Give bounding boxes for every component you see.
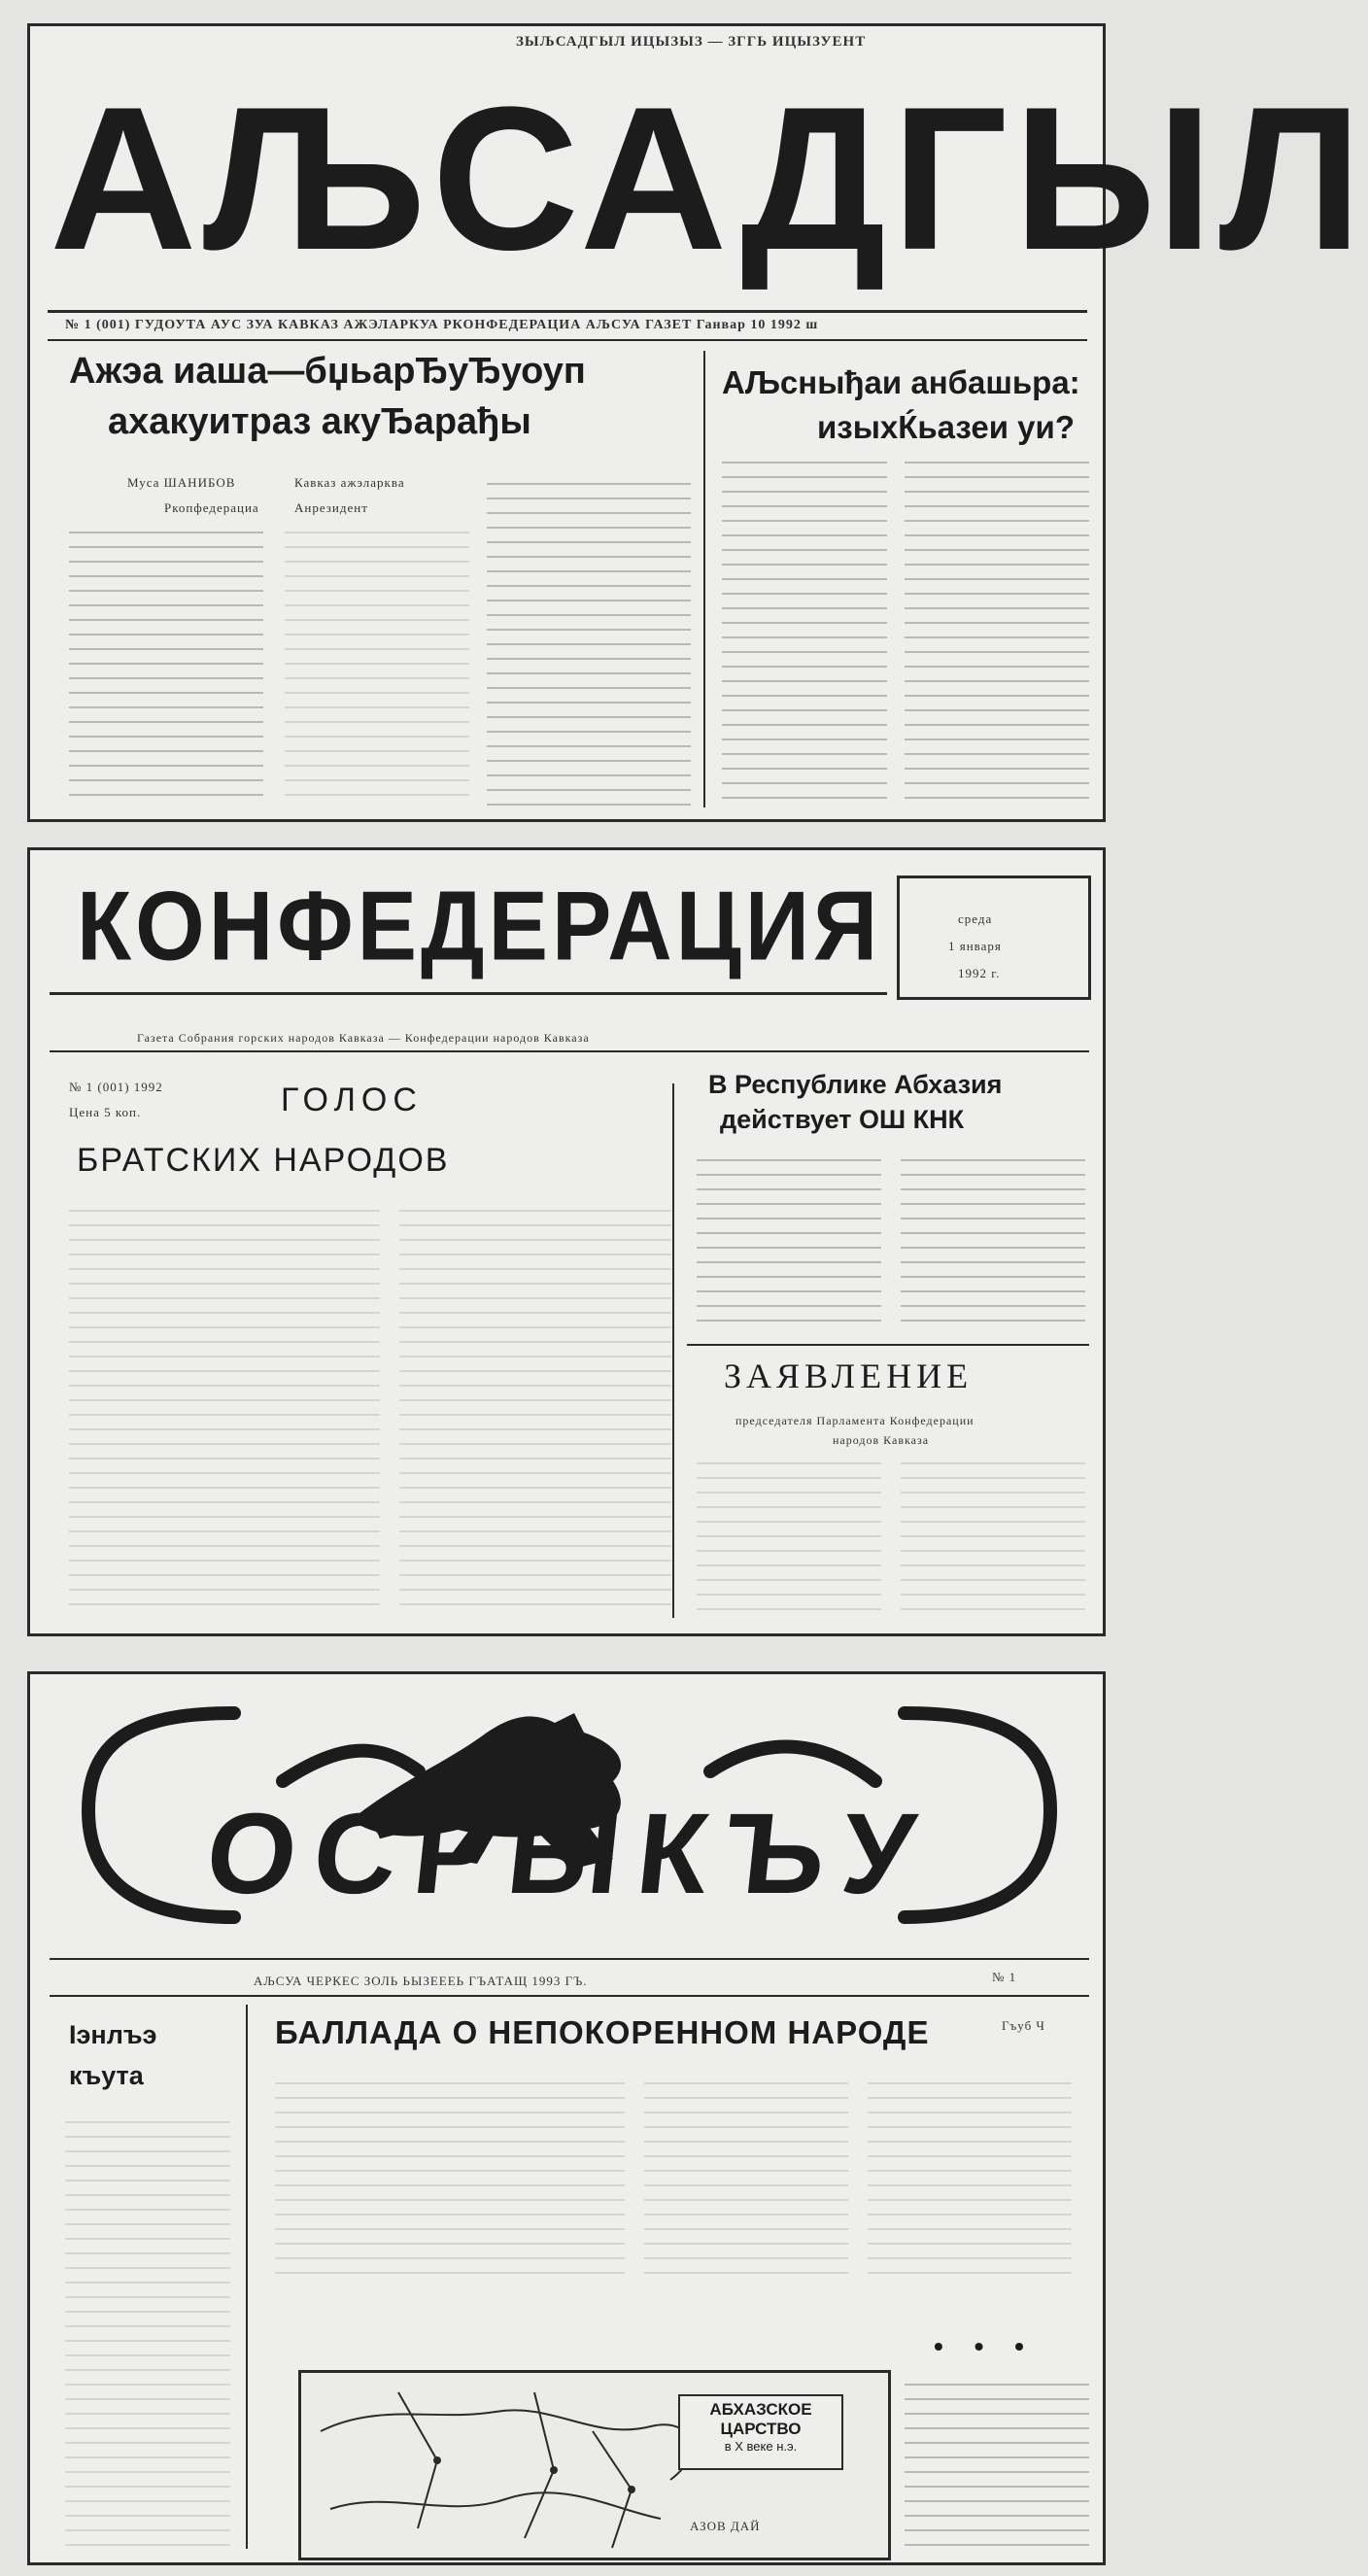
issue-day: Гъуб Ч <box>1002 2018 1045 2033</box>
article-text-column <box>275 2082 625 2277</box>
map-label-line-1: АБХАЗСКОЕ <box>709 2400 812 2419</box>
subtitle-rule <box>50 1050 1089 1052</box>
article-text-column <box>285 532 469 808</box>
left-headline-line-2: ахакуитраз акуЂарађы <box>108 401 531 442</box>
left-headline-line-1: ГОЛОС <box>281 1082 423 1118</box>
article-text-column <box>905 462 1089 807</box>
left-headline-line-1: Ажэа иаша—бџьарЂуЂуоуп <box>69 351 586 392</box>
article-text-column <box>901 1462 1085 1618</box>
byline-name: Муса ШАНИБОВ <box>127 475 236 490</box>
issue-price: Цена 5 коп. <box>69 1105 142 1119</box>
map-label-line-4: АЗОВ ДАЙ <box>690 2519 761 2533</box>
statement-subtitle-1: председателя Парламента Конфедерации <box>735 1414 975 1427</box>
issue-info-line: АЉСУА ЧЕРКЕС ЗОЛЬ ЬЫЗЕЕЕЬ ГЪАТАЩ 1993 ГЪ. <box>254 1974 588 1988</box>
right-headline-line-1: АЉсныђаи анбашьра: <box>722 364 1080 400</box>
map-figure <box>298 2370 891 2560</box>
left-headline-line-1: Іэнлъэ <box>69 2020 157 2049</box>
masthead-title: КОНФЕДЕРАЦИЯ <box>77 872 882 981</box>
info-rule <box>50 1995 1089 1997</box>
date-box-line-3: 1992 г. <box>958 966 1001 980</box>
issue-info-line: № 1 (001) ГУДОУТА АУС ЗУА КАВКАЗ АЖЭЛАРКУА РКОНФЕДЕРАЦИА АЉСУА ГАЗЕТ Ганвар 10 1992 ш <box>65 318 819 332</box>
masthead-subtitle: Газета Собрания горских народов Кавказа — Конфедерации народов Кавказа <box>137 1031 590 1045</box>
article-text-column <box>644 2082 848 2277</box>
newspaper-clipping-apsadgyl <box>27 23 1368 822</box>
article-text-column <box>697 1159 881 1324</box>
article-text-column <box>868 2082 1072 2277</box>
article-text-column <box>722 462 887 807</box>
column-divider <box>672 1083 674 1618</box>
main-headline: БАЛЛАДА О НЕПОКОРЕННОМ НАРОДЕ <box>275 2014 930 2050</box>
masthead-rule <box>50 1958 1089 1960</box>
masthead-title: АЉСАДГЫЛ <box>50 64 1368 292</box>
masthead-top-line: ЗЫЉСАДГЫЛ ИЦЫЗЫЗ — ЗГГЬ ИЦЫЗУЕНТ <box>516 34 867 50</box>
left-headline-line-2: БРАТСКИХ НАРОДОВ <box>77 1142 450 1179</box>
right-headline-line-2: изыхЌьазеи уи? <box>817 409 1075 445</box>
article-text-column <box>901 1159 1085 1324</box>
masthead-rule <box>48 310 1087 313</box>
statement-title: ЗАЯВЛЕНИЕ <box>724 1357 974 1395</box>
byline-role: Ркопфедерациа <box>164 500 259 515</box>
article-text-column <box>69 532 263 808</box>
article-text-column <box>69 1210 380 1618</box>
article-text-column <box>905 2384 1089 2549</box>
right-headline-line-1: В Республике Абхазия <box>708 1070 1003 1099</box>
article-text-column <box>697 1462 881 1618</box>
column-divider <box>703 351 705 807</box>
date-box-line-2: 1 января <box>948 939 1002 953</box>
byline-name-2: Кавказ ажэларква <box>294 475 405 490</box>
newspaper-clipping-osrykyu <box>27 1671 1106 2565</box>
article-text-column <box>65 2121 230 2549</box>
statement-rule <box>687 1344 1089 1346</box>
issue-number: № 1 (001) 1992 <box>69 1080 163 1094</box>
masthead-rule <box>50 992 887 995</box>
statement-subtitle-2: народов Кавказа <box>833 1433 930 1447</box>
masthead-title: ОСРЫКЪУ <box>200 1790 939 1918</box>
newspaper-clipping-konfederatsiya <box>27 847 1106 1636</box>
date-box-line-1: среда <box>958 911 993 926</box>
map-label-line-3: в X веке н.э. <box>724 2439 798 2454</box>
map-label-line-2: ЦАРСТВО <box>720 2420 802 2438</box>
right-headline-line-2: действует ОШ КНК <box>720 1105 965 1134</box>
article-text-column <box>487 483 691 808</box>
left-headline-line-2: къута <box>69 2061 144 2090</box>
date-box <box>897 876 1091 1000</box>
section-dots: • • • <box>934 2331 1036 2361</box>
column-divider <box>246 2005 248 2549</box>
info-rule <box>48 339 1087 341</box>
issue-number: № 1 <box>992 1970 1017 1984</box>
byline-role-2: Анрезидент <box>294 500 368 515</box>
map-label-box <box>678 2394 843 2470</box>
article-text-column <box>399 1210 671 1618</box>
